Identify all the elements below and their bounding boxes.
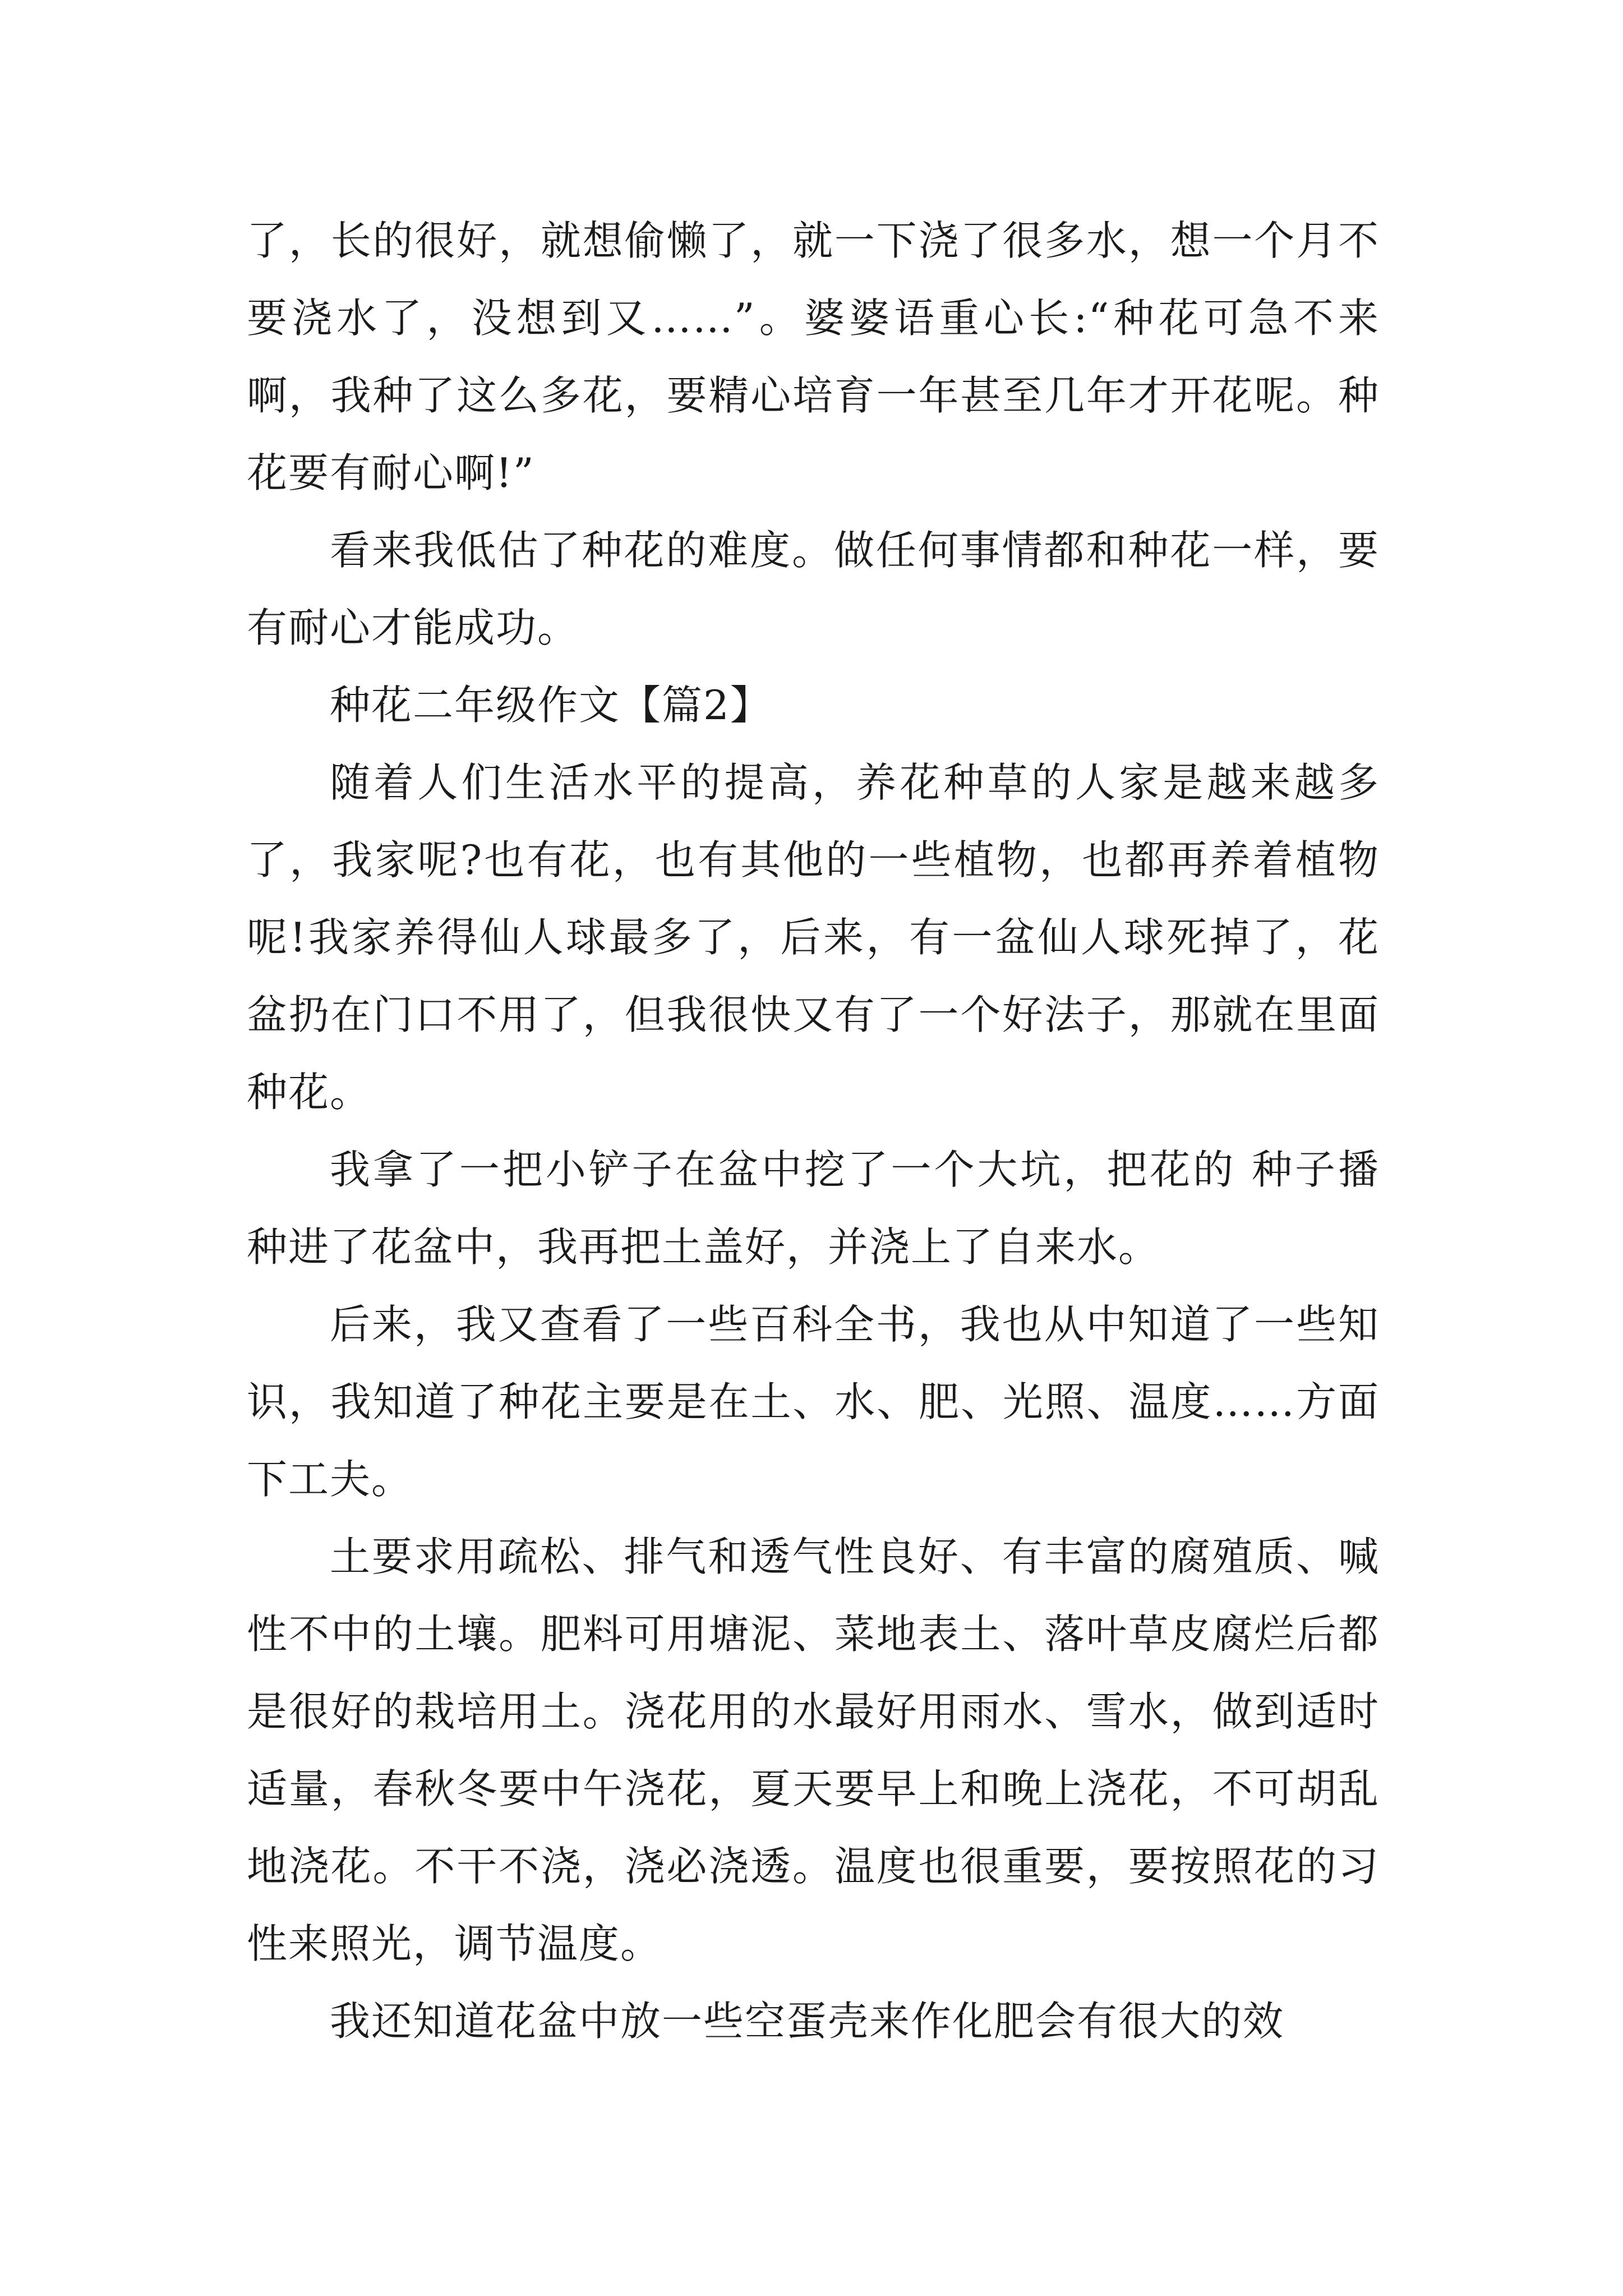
paragraph-care-tips: 土要求用疏松、排气和透气性良好、有丰富的腐殖质、喊性不中的土壤。肥料可用塘泥、菜地表土、落叶草皮腐烂后都是很好的栽培用土。浇花用的水最好用雨水、雪水，做到适时适量，春秋冬要中午浇花，夏天要早上和晚上浇花，不可胡乱地浇花。不干不浇，浇必浇透。温度也很重要，要按照花的习性来照光，调节温度。 (247, 1533, 1380, 1967)
document-body (247, 202, 1380, 2060)
paragraph-continuation: 了，长的很好，就想偷懒了，就一下浇了很多水，想一个月不要浇水了，没想到又……”。婆婆语重心长:“种花可急不来啊，我种了这么多花，要精心培育一年甚至几年才开花呢。种花要有耐心啊!” (247, 217, 1380, 496)
paragraph-planting: 我拿了一把小铲子在盆中挖了一个大坑，把花的 种子播种进了花盆中，我再把土盖好，并浇上了自来水。 (247, 1146, 1380, 1271)
section-heading: 种花二年级作文【篇2】 (330, 682, 772, 729)
paragraph-research: 后来，我又查看了一些百科全书，我也从中知道了一些知识，我知道了种花主要是在土、水、肥、光照、温度……方面下工夫。 (247, 1301, 1380, 1503)
paragraph-intro: 随着人们生活水平的提高，养花种草的人家是越来越多了，我家呢?也有花，也有其他的一些植物，也都再养着植物呢!我家养得仙人球最多了，后来，有一盆仙人球死掉了，花盆扔在门口不用了，但我很快又有了一个好法子，那就在里面种花。 (247, 759, 1380, 1116)
paragraph-eggshell: 我还知道花盆中放一些空蛋壳来作化肥会有很大的效 (330, 1998, 1285, 2045)
paragraph-conclusion: 看来我低估了种花的难度。做任何事情都和种花一样，要有耐心才能成功。 (247, 527, 1380, 651)
